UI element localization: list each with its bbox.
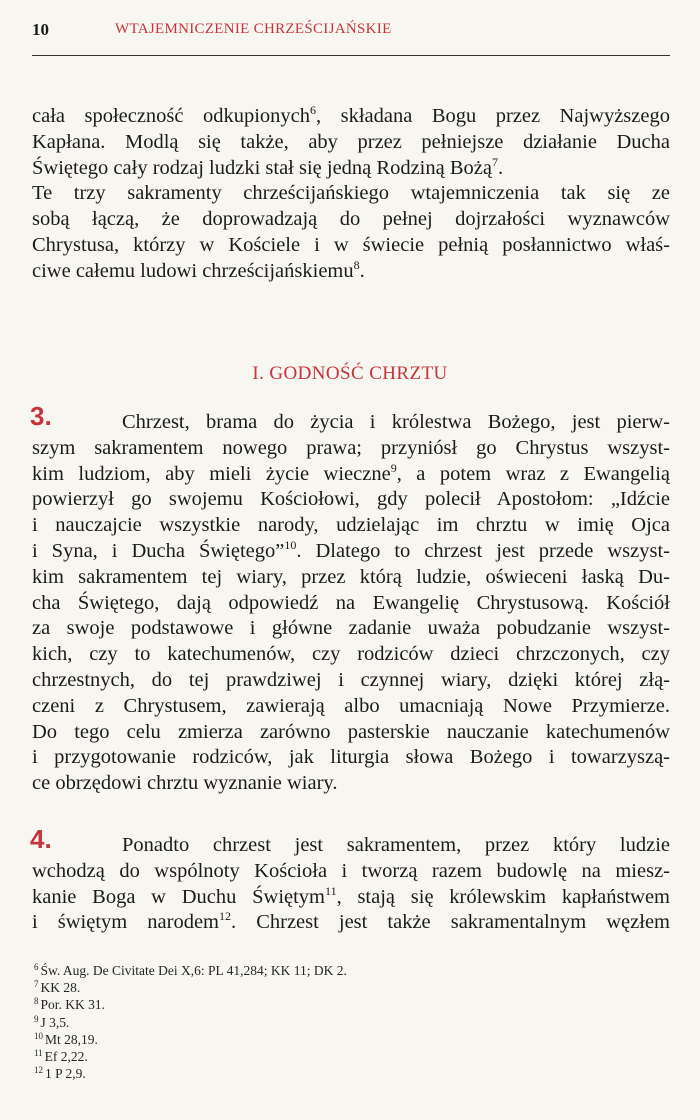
footnote: $^8$ Por. KK 31. [34,996,106,1013]
text-line: kim ludziom, aby mieli życie wieczne$^9$, a potem wraz z Ewangelią [32,460,670,485]
text-line: czeni z Chrystusem, zawierają albo umacniają Nowe Przymierze. [32,694,670,717]
text-line: cha Świętego, dają odpowiedź na Ewangelię Chrystusową. Kościół [32,591,670,614]
text-line: wchodzą do wspólnoty Kościoła i tworzą razem budowlę na miesz- [32,859,670,882]
text-line: chrzestnych, do tej prawdziwej i czynnej wiary, dzięki której złą- [32,668,670,691]
paragraph-number: 4. [30,824,52,854]
text-line: i Syna, i Ducha Świętego”$^{10}$. Dlatego to chrzest jest przede wszyst- [32,537,670,562]
footnote: $^6$ Św. Aug. De Civitate Dei X,6: PL 41,284; KK 11; DK 2. [34,962,347,978]
paragraph-number: 3. [30,401,52,431]
text-line: ciwe całemu ludowi chrześcijańskiemu$^8$. [32,257,365,282]
section-heading: I. GODNOŚĆ CHRZTU [252,363,448,384]
text-line: powierzył go swojemu Kościołowi, gdy polecił Apostołom: „Idźcie [32,488,670,511]
running-head [32,20,670,44]
footnotes [34,962,654,1082]
text-line: Kapłana. Modlą się także, aby przez pełniejsze działanie Ducha [32,130,670,153]
footnote: $^{12}$ 1 P 2,9. [34,1065,86,1082]
paragraph-4 [30,824,670,936]
text-line: Świętego cały rodzaj ludzki stał się jedną Rodziną Bożą$^7$. [32,154,504,179]
running-title: WTAJEMNICZENIE CHRZEŚCIJAŃSKIE [115,21,392,37]
text-line: kich, czy to katechumenów, czy rodziców dzieci chrzczonych, czy [32,643,670,666]
text-line: Chrzest, brama do życia i królestwa Bożego, jest pierw- [122,411,670,433]
footnote: $^{10}$ Mt 28,19. [34,1030,98,1047]
footnote: $^7$ KK 28. [34,979,81,996]
page-number: 10 [32,20,49,39]
text-line: kim sakramentem tej wiary, przez którą ludzie, oświeceni łaską Du- [32,565,670,588]
footnote: $^9$ J 3,5. [34,1013,70,1030]
header-rule [32,55,670,56]
text-line: i nauczajcie wszystkie narody, udzielając im chrztu w imię Ojca [32,514,670,537]
text-line: ce obrzędowi chrztu wyznanie wiary. [32,772,338,795]
text-line: Ponadto chrzest jest sakramentem, przez który ludzie [122,834,670,856]
text-line: Chrystusa, którzy w Kościele i w świecie pełnią posłannictwo właś- [32,233,670,256]
text-line: sobą łączą, że doprowadzają do pełnej dojrzałości wyznawców [32,208,670,231]
text-line: kanie Boga w Duchu Świętym$^{11}$, stają się królewskim kapłaństwem [32,883,670,908]
intro-paragraph [32,104,670,285]
footnote: $^{11}$ Ef 2,22. [34,1048,88,1065]
text-line: Te trzy sakramenty chrześcijańskiego wtajemniczenia tak się ze [32,182,670,205]
text-line: i przygotowanie rodziców, jak liturgia słowa Bożego i towarzyszą- [32,746,670,769]
text-line: i świętym narodem$^{12}$. Chrzest jest także sakramentalnym węzłem [32,909,670,934]
text-line: za swoje podstawowe i główne zadanie uważa pobudzanie wszyst- [32,617,670,640]
text-line: Do tego celu zmierza zarówno pasterskie nauczanie katechumenów [32,720,670,743]
text-line: szym sakramentem nowego prawa; przyniósł go Chrystus wszyst- [32,436,670,459]
paragraph-3 [30,401,670,797]
text-line: cała społeczność odkupionych$^6$, składana Bogu przez Najwyższego [32,103,670,127]
